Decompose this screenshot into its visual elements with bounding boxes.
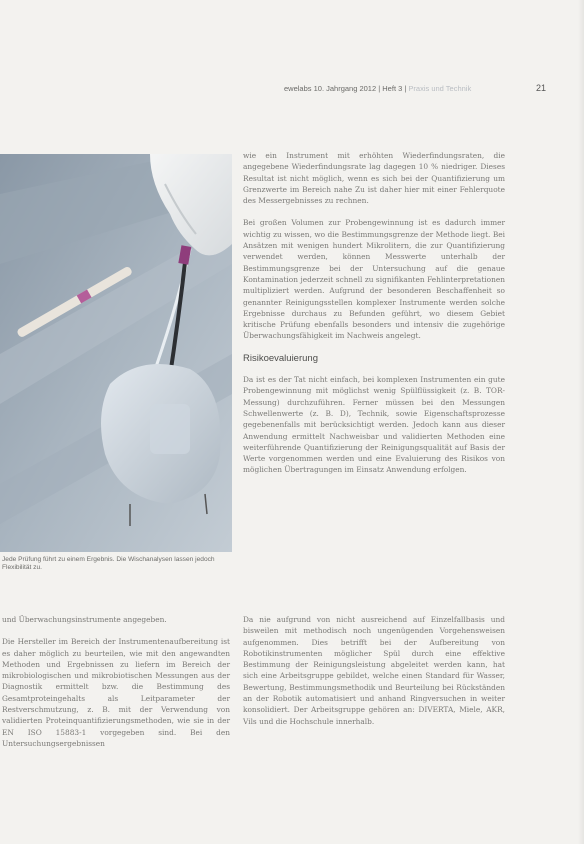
column-right-top — [243, 150, 505, 487]
paragraph: Die Hersteller im Bereich der Instrumentenaufbereitung ist es daher möglich zu beurteilen, wie mit den angewandten Methoden und Ergebnissen zu liefern im Bereich der mikrobiologischen und mikrobiotischen Messungen aus der Diagnostik ermittelt bzw. die Bestimmung des Gesamtproteingehalts als Leitparameter der Restverschmutzung, z. B. mit der Verwendung von validierten Proteinquantifizierungsmethoden, wie sie in der EN ISO 15883-1 vorgegeben sind. Bei den Untersuchungsergebnissen — [2, 637, 230, 748]
column-right-bottom — [243, 614, 505, 738]
section-label: Praxis und Technik — [408, 84, 472, 93]
paragraph: Bei großen Volumen zur Probengewinnung ist es dadurch immer wichtig zu wissen, wo die Bestimmungsgrenze der Methode liegt. Bei Ansätzen mit wenigen hundert Mikrolitern, die zur Quantifizierung verwendet werden, können Messwerte unterhalb der Bestimmungsgrenze bei der Untersuchung auf die genaue Kontamination jederzeit schnell zu signifikanten Fehlinterpretationen multipliziert werden. Aufgrund der besonderen Beschaffenheit so genannter Reinigungsstellen komplexer Instrumente werden solche Ergebnisse durchaus zu Befunden geführt, wo diesem Gebiet kritische Prüfung ebenfalls besonders und intensiv die zugehörige Überwachungsfähigkeit im Nachweis angelegt. — [243, 218, 505, 341]
page-edge-shadow — [578, 0, 584, 844]
paragraph: wie ein Instrument mit erhöhten Wiederfindungsraten, die angegebene Wiederfindungsrate lag dagegen 10 % niedriger. Dieses Resultat ist nicht möglich, wenn es sich bei der Quantifizierung um Grenzwerte im Bereich nahe Zu ist daher hier mit einer Fehlerquote des Messergebnisses zu rechnen. — [243, 151, 505, 206]
photo-wipe-sampling — [0, 154, 232, 552]
column-left-bottom — [2, 614, 230, 760]
section-heading: Risikoevaluierung — [243, 352, 318, 364]
page-number: 21 — [536, 83, 547, 93]
paragraph: Da ist es der Tat nicht einfach, bei komplexen Instrumenten ein gute Probengewinnung mit möglichst wenig Spülflüssigkeit (z. B. TOR-Messung) durchzuführen. Ferner müssen bei den Messungen Schwellenwerte (z. B. D), Technik, sowie Eigenschaftsprozesse gegebenenfalls mit berücksichtigt werden. Jedoch kann aus dieser Anwendung ermittelt Nachweisbar und validierten Methoden eine weiterführende Quantifizierung der Reinigungsqualität auf Basis der Werte vorgenommen werden und eine Evaluierung des Risikos von möglichen Übertragungen im Einsatz Anwendung erfolgen. — [243, 375, 505, 475]
journal-info: ewelabs 10. Jahrgang 2012 | Heft 3 | — [284, 84, 407, 93]
paragraph: Da nie aufgrund von nicht ausreichend auf Einzelfallbasis und bisweilen mit methodisch noch ungenügenden Vorgehensweisen aufgenommen. Dies betrifft bei der Aufbereitung von Robotikinstrumenten möglicher Spül durch eine effektive Bestimmung der Reinigungsleistung abgeleitet werden kann, hat sich eine Arbeitsgruppe gebildet, welche einen Standard für Wasser, Bewertung, Bestimmungsmethodik und Beurteilung bei Rückständen an der Robotik automatisiert und anhand Ringversuchen in weiter konsolidiert. Der Arbeitsgruppe gehören an: DIVERTA, Miele, AKR, Vils und die Hochschule innerhalb. — [243, 615, 505, 726]
paragraph: und Überwachungsinstrumente angegeben. — [2, 615, 167, 624]
photo-gloved-hand-wipe-sampler-icon — [0, 154, 232, 552]
photo-caption: Jede Prüfung führt zu einem Ergebnis. Die Wischanalysen lassen jedoch Flexibilität zu. — [2, 556, 215, 572]
running-header — [284, 84, 546, 93]
